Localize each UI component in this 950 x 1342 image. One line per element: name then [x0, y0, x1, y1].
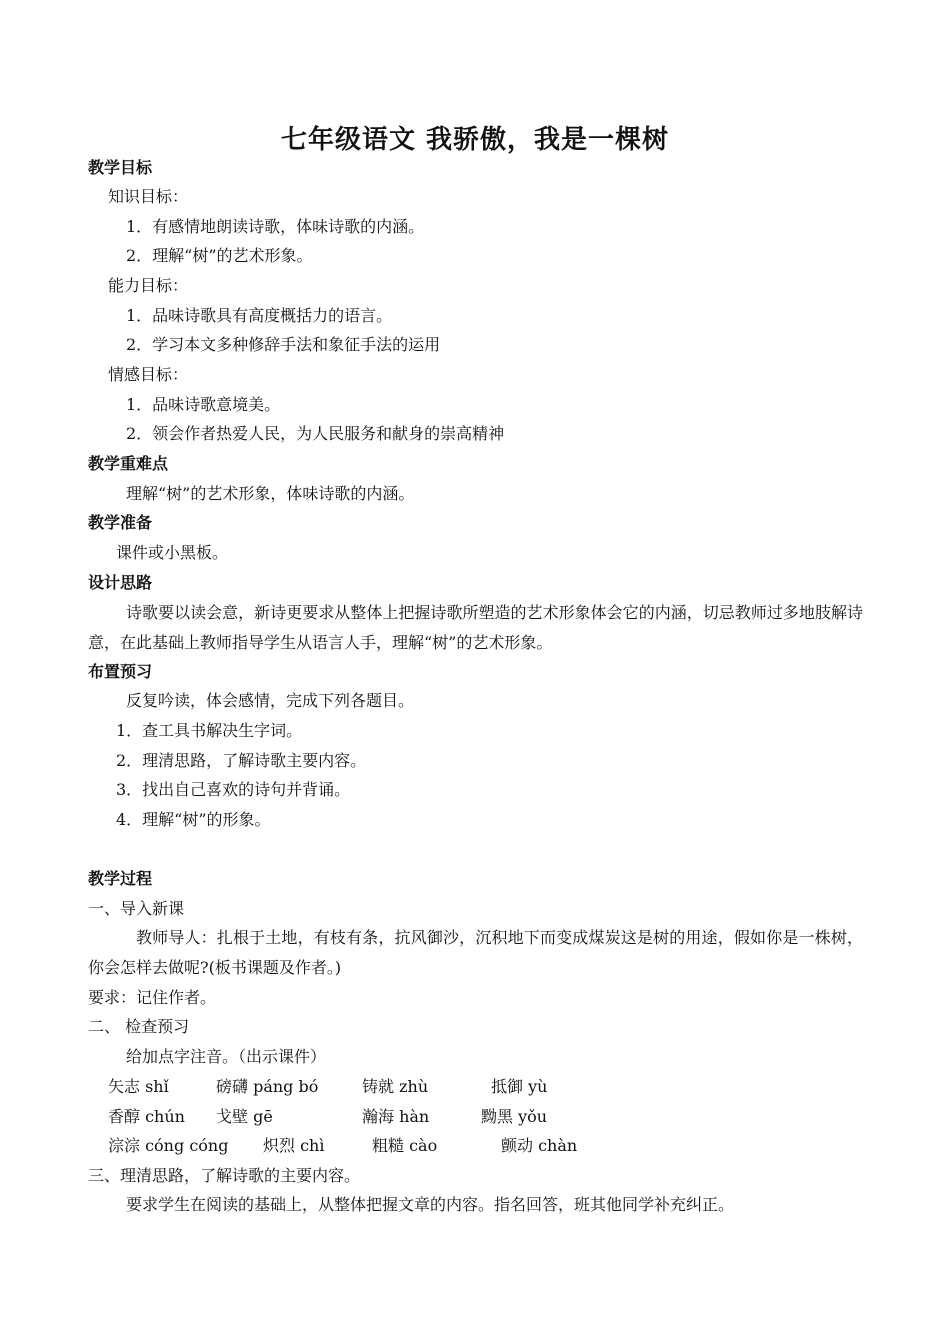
heading-design: 设计思路 [88, 573, 153, 592]
knowledge-item-1: 1．有感情地朗读诗歌，体味诗歌的内涵。 [126, 217, 425, 236]
heading-objectives: 教学目标 [88, 158, 153, 177]
process-step-1-requirement: 要求：记住作者。 [88, 988, 217, 1007]
pinyin-cell: 粗糙 cào [372, 1136, 438, 1155]
heading-key-points: 教学重难点 [88, 454, 169, 473]
preview-item-1: 1．查工具书解决生字词。 [116, 721, 303, 740]
preview-item-3: 3．找出自己喜欢的诗句并背诵。 [116, 780, 351, 799]
ability-item-1: 1．品味诗歌具有高度概括力的语言。 [126, 306, 393, 325]
process-step-1-title: 一、导入新课 [88, 899, 185, 918]
design-paragraph: 诗歌要以读会意，新诗更要求从整体上把握诗歌所塑造的艺术形象体会它的内涵，切忌教师过多地肢解诗意，在此基础上教师指导学生从语言人手，理解“树”的艺术形象。 [88, 603, 863, 652]
emotion-objectives-label: 情感目标： [108, 365, 189, 384]
preview-item-2: 2．理清思路，了解诗歌主要内容。 [116, 751, 367, 770]
ability-objectives-label: 能力目标： [108, 276, 189, 295]
emotion-item-2: 2．领会作者热爱人民，为人民服务和献身的崇高精神 [126, 424, 505, 443]
emotion-item-1: 1．品味诗歌意境美。 [126, 395, 281, 414]
pinyin-cell: 抵御 yù [491, 1077, 548, 1096]
preview-intro: 反复吟读，体会感情，完成下列各题目。 [126, 691, 415, 710]
pinyin-cell: 瀚海 hàn [362, 1107, 430, 1126]
heading-process: 教学过程 [88, 869, 153, 888]
process-step-3-text: 要求学生在阅读的基础上，从整体把握文章的内容。指名回答，班其他同学补充纠正。 [126, 1195, 735, 1214]
knowledge-item-2: 2．理解“树”的艺术形象。 [126, 246, 313, 265]
pinyin-cell: 颤动 chàn [501, 1136, 578, 1155]
process-step-2-intro: 给加点字注音。（出示课件） [126, 1047, 327, 1066]
preview-item-4: 4．理解“树”的形象。 [116, 810, 271, 829]
process-step-1-text: 教师导人：扎根于土地，有枝有条，抗风御沙，沉积地下而变成煤炭这是树的用途，假如你是一株树，你会怎样去做呢?(板书课题及作者。) [88, 928, 863, 977]
preparation-text: 课件或小黑板。 [116, 543, 229, 562]
ability-item-2: 2．学习本文多种修辞手法和象征手法的运用 [126, 335, 441, 354]
pinyin-cell: 铸就 zhù [362, 1077, 429, 1096]
pinyin-cell: 矢志 shǐ [108, 1077, 169, 1096]
pinyin-cell: 戈壁 gē [216, 1107, 273, 1126]
heading-preview: 布置预习 [88, 662, 153, 681]
pinyin-cell: 炽烈 chì [263, 1136, 325, 1155]
pinyin-cell: 磅礴 páng bó [216, 1077, 319, 1096]
process-step-2-title: 二、 检查预习 [88, 1017, 190, 1036]
knowledge-objectives-label: 知识目标： [108, 187, 189, 206]
pinyin-cell: 香醇 chún [108, 1107, 185, 1126]
document-title: 七年级语文 我骄傲，我是一棵树 [280, 125, 670, 155]
process-step-3-title: 三、理清思路，了解诗歌的主要内容。 [88, 1166, 361, 1185]
pinyin-cell: 黝黑 yǒu [481, 1107, 548, 1126]
key-points-text: 理解“树”的艺术形象，体味诗歌的内涵。 [126, 484, 415, 503]
heading-preparation: 教学准备 [88, 513, 153, 532]
pinyin-cell: 淙淙 cóng cóng [108, 1136, 229, 1155]
